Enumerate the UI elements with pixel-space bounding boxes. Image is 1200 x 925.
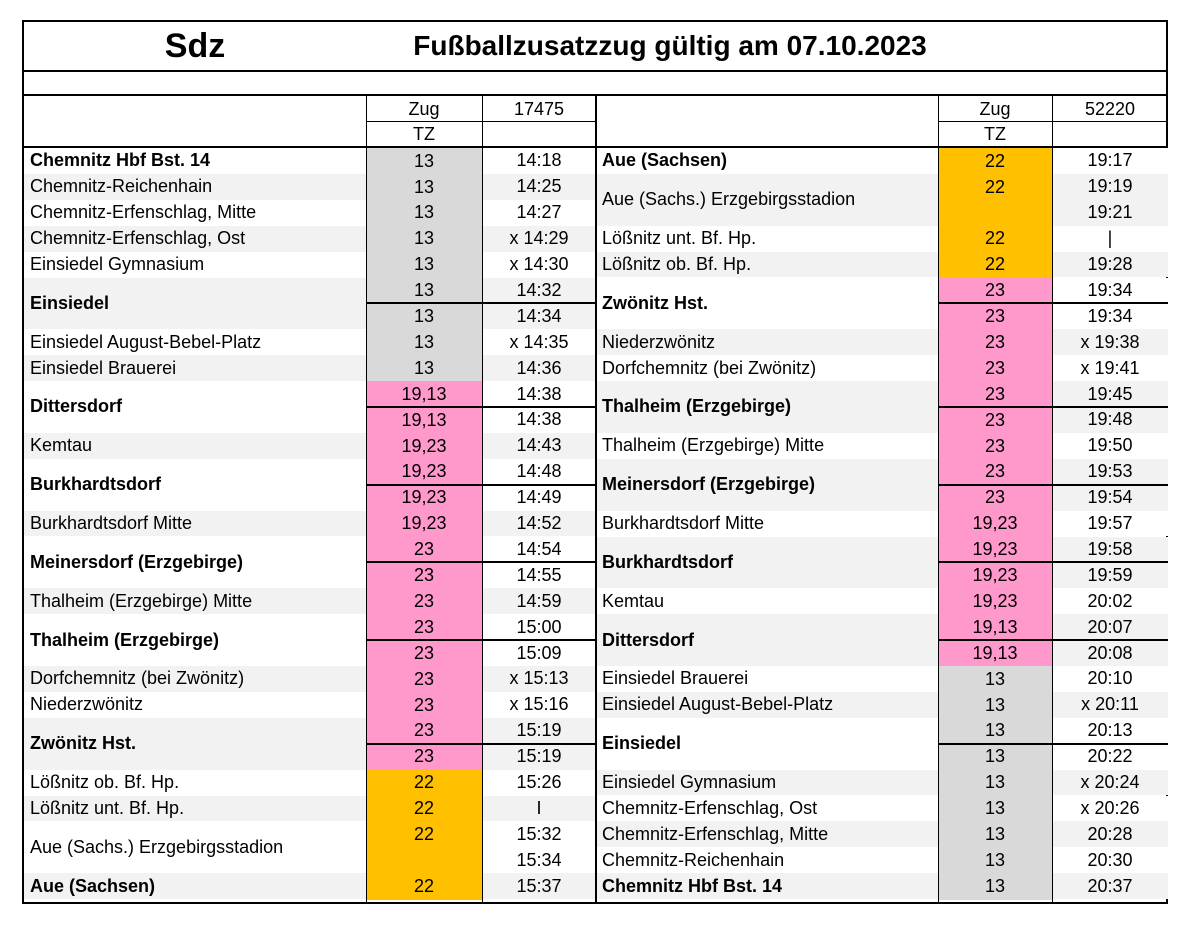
left-time-cell: 15:32 [482,821,596,847]
left-tz-cell: 23 [366,614,482,640]
right-time-cell: 20:30 [1052,847,1168,873]
left-tz-cell: 23 [366,718,482,744]
right-station-name: Zwönitz Hst. [596,278,938,330]
left-time-cell: 15:34 [482,847,596,873]
right-time-cell: x 19:38 [1052,329,1168,355]
left-tz-cell: 13 [366,174,482,200]
right-station-name: Meinersdorf (Erzgebirge) [596,459,938,511]
right-time-cell: 19:28 [1052,252,1168,278]
right-time-cell: x 20:11 [1052,692,1168,718]
right-time-cell: 19:58 [1052,537,1168,563]
left-time-cell: 14:43 [482,433,596,459]
right-time-rule [1052,96,1053,904]
right-zug-label: Zug [979,99,1011,119]
right-main-station-divider [938,484,1168,486]
right-tz-cell: 19,23 [938,562,1052,588]
left-tz-label: TZ [413,124,435,144]
right-station-name: Chemnitz-Erfenschlag, Mitte [596,821,938,847]
left-main-station-divider [366,406,596,408]
right-tz-cell: 13 [938,666,1052,692]
left-tz-cell: 19,13 [366,407,482,433]
left-time-cell: 15:37 [482,873,596,899]
right-tz-rule [938,96,939,904]
right-time-cell: 19:54 [1052,485,1168,511]
right-tz-cell: 19,23 [938,588,1052,614]
left-time-rule [482,96,483,904]
left-time-cell: 15:09 [482,640,596,666]
left-tz-cell: 13 [366,148,482,174]
left-tz-cell: 23 [366,692,482,718]
left-time-cell: 15:26 [482,770,596,796]
left-time-cell: x 14:29 [482,226,596,252]
right-station-name: Burkhardtsdorf [596,537,938,589]
left-tz-cell: 22 [366,770,482,796]
right-main-station-divider [938,639,1168,641]
left-time-cell: 15:00 [482,614,596,640]
right-station-name: Einsiedel [596,718,938,770]
right-time-cell: 19:53 [1052,459,1168,485]
left-station-name: Zwönitz Hst. [24,718,366,770]
left-time-cell: 14:32 [482,278,596,304]
right-time-cell: 19:48 [1052,407,1168,433]
left-station-name: Chemnitz-Reichenhain [24,174,366,200]
left-main-station-divider [366,302,596,304]
left-tz-cell: 23 [366,666,482,692]
right-time-cell: 19:34 [1052,303,1168,329]
right-tz-cell: 13 [938,847,1052,873]
left-tz-cell: 22 [366,873,482,899]
right-tz-cell: 13 [938,744,1052,770]
right-tz-cell: 22 [938,252,1052,278]
right-station-name: Dittersdorf [596,614,938,666]
right-station-name: Aue (Sachsen) [596,148,938,174]
left-tz-cell: 19,23 [366,511,482,537]
left-tz-cell: 13 [366,329,482,355]
right-time-cell: 20:02 [1052,588,1168,614]
left-main-station-divider [366,484,596,486]
left-station-name: Meinersdorf (Erzgebirge) [24,537,366,589]
right-time-cell: 19:45 [1052,381,1168,407]
left-station-name: Aue (Sachsen) [24,873,366,899]
right-tz-cell: 19,23 [938,511,1052,537]
right-tz-cell: 13 [938,770,1052,796]
left-tz-cell: 23 [366,640,482,666]
right-tz-cell: 19,13 [938,614,1052,640]
right-station-name: Niederzwönitz [596,329,938,355]
left-time-cell: 14:59 [482,588,596,614]
left-tz-cell: 13 [366,200,482,226]
right-main-station-divider [938,406,1168,408]
left-time-cell: 14:38 [482,407,596,433]
left-station-name: Kemtau [24,433,366,459]
left-station-name: Chemnitz-Erfenschlag, Ost [24,226,366,252]
right-tz-cell: 13 [938,873,1052,899]
right-station-name: Chemnitz Hbf Bst. 14 [596,873,938,899]
center-rule [595,96,597,904]
right-tz-cell: 22 [938,226,1052,252]
right-tz-cell: 23 [938,407,1052,433]
title-divider [22,70,1168,72]
left-time-cell: 14:38 [482,381,596,407]
right-station-name: Einsiedel August-Bebel-Platz [596,692,938,718]
right-time-cell: 19:17 [1052,148,1168,174]
left-station-name: Einsiedel Brauerei [24,355,366,381]
right-station-name: Thalheim (Erzgebirge) Mitte [596,433,938,459]
left-tz-cell: 19,23 [366,459,482,485]
right-time-cell: 20:10 [1052,666,1168,692]
right-tz-cell: 23 [938,433,1052,459]
right-station-name: Einsiedel Gymnasium [596,770,938,796]
right-tz-cell: 23 [938,278,1052,304]
right-time-cell: 19:57 [1052,511,1168,537]
left-tz-cell: 19,23 [366,485,482,511]
left-time-cell: 14:27 [482,200,596,226]
left-tz-cell: 23 [366,537,482,563]
right-tz-cell [938,200,1052,226]
right-time-cell: x 19:41 [1052,355,1168,381]
left-tz-cell: 23 [366,588,482,614]
right-main-station-divider [938,561,1168,563]
left-station-name: Einsiedel August-Bebel-Platz [24,329,366,355]
right-header-divider [938,121,1168,122]
left-tz-cell: 23 [366,562,482,588]
right-station-name: Aue (Sachs.) Erzgebirgsstadion [596,174,938,226]
left-tz-cell: 19,13 [366,381,482,407]
right-tz-cell: 13 [938,718,1052,744]
right-station-name: Kemtau [596,588,938,614]
left-tz-cell: 22 [366,821,482,847]
right-tz-cell: 19,13 [938,640,1052,666]
right-train-number: 52220 [1084,99,1136,119]
right-time-cell: 19:50 [1052,433,1168,459]
right-station-name: Dorfchemnitz (bei Zwönitz) [596,355,938,381]
right-time-cell: x 20:26 [1052,796,1168,822]
right-station-name: Thalheim (Erzgebirge) [596,381,938,433]
right-station-name: Chemnitz-Erfenschlag, Ost [596,796,938,822]
left-main-station-divider [366,743,596,745]
left-time-cell: 15:19 [482,744,596,770]
left-time-cell: 14:18 [482,148,596,174]
left-tz-cell: 19,23 [366,433,482,459]
left-station-name: Chemnitz Hbf Bst. 14 [24,148,366,174]
right-station-name: Lößnitz unt. Bf. Hp. [596,226,938,252]
right-station-name: Chemnitz-Reichenhain [596,847,938,873]
left-header-divider [366,121,596,122]
right-time-cell: 19:19 [1052,174,1168,200]
left-time-cell: 15:19 [482,718,596,744]
train-category-code: Sdz [164,27,226,65]
left-main-station-divider [366,639,596,641]
left-time-cell: x 14:30 [482,252,596,278]
left-station-name: Burkhardtsdorf Mitte [24,511,366,537]
left-tz-cell [366,847,482,873]
right-tz-cell: 13 [938,821,1052,847]
right-time-cell: 19:21 [1052,200,1168,226]
left-time-cell: x 15:13 [482,666,596,692]
page-title: Fußballzusatzzug gültig am 07.10.2023 [413,30,927,61]
left-station-name: Thalheim (Erzgebirge) Mitte [24,588,366,614]
left-time-cell: 14:34 [482,303,596,329]
left-tz-cell: 13 [366,278,482,304]
right-tz-cell: 23 [938,459,1052,485]
right-station-name: Einsiedel Brauerei [596,666,938,692]
right-main-station-divider [938,743,1168,745]
right-tz-cell: 23 [938,381,1052,407]
left-time-cell: x 15:16 [482,692,596,718]
left-station-name: Lößnitz ob. Bf. Hp. [24,770,366,796]
right-time-cell: 20:37 [1052,873,1168,899]
left-station-name: Chemnitz-Erfenschlag, Mitte [24,200,366,226]
right-tz-cell: 22 [938,174,1052,200]
left-time-cell: 14:25 [482,174,596,200]
left-station-name: Lößnitz unt. Bf. Hp. [24,796,366,822]
right-tz-cell: 23 [938,329,1052,355]
right-time-cell: 20:13 [1052,718,1168,744]
right-time-cell: 20:07 [1052,614,1168,640]
left-tz-cell: 13 [366,226,482,252]
left-tz-cell: 13 [366,303,482,329]
left-time-cell: 14:48 [482,459,596,485]
left-time-cell: 14:55 [482,562,596,588]
left-station-name: Einsiedel Gymnasium [24,252,366,278]
left-station-name: Niederzwönitz [24,692,366,718]
right-station-name: Burkhardtsdorf Mitte [596,511,938,537]
right-tz-cell: 19,23 [938,537,1052,563]
right-time-cell: x 20:24 [1052,770,1168,796]
left-time-cell: 14:52 [482,511,596,537]
right-tz-label: TZ [984,124,1006,144]
right-time-cell: 20:22 [1052,744,1168,770]
left-station-name: Burkhardtsdorf [24,459,366,511]
left-station-name: Einsiedel [24,278,366,330]
right-tz-cell: 13 [938,796,1052,822]
left-tz-cell: 13 [366,355,482,381]
left-time-cell: 14:49 [482,485,596,511]
left-station-name: Thalheim (Erzgebirge) [24,614,366,666]
right-time-cell: 20:28 [1052,821,1168,847]
right-tz-cell: 23 [938,355,1052,381]
left-time-cell: 14:54 [482,537,596,563]
left-train-number: 17475 [513,99,565,119]
right-tz-cell: 23 [938,303,1052,329]
left-station-name: Dorfchemnitz (bei Zwönitz) [24,666,366,692]
left-time-cell: 14:36 [482,355,596,381]
right-time-cell: 20:08 [1052,640,1168,666]
right-tz-cell: 23 [938,485,1052,511]
right-time-cell: 19:34 [1052,278,1168,304]
left-time-cell: x 14:35 [482,329,596,355]
left-tz-rule [366,96,367,904]
left-station-name: Dittersdorf [24,381,366,433]
left-station-name: Aue (Sachs.) Erzgebirgsstadion [24,821,366,873]
left-tz-cell: 13 [366,252,482,278]
left-tz-cell: 23 [366,744,482,770]
left-main-station-divider [366,561,596,563]
left-tz-cell: 22 [366,796,482,822]
right-tz-cell: 13 [938,692,1052,718]
right-main-station-divider [938,302,1168,304]
right-time-cell: | [1052,226,1168,252]
right-station-name: Lößnitz ob. Bf. Hp. [596,252,938,278]
right-tz-cell: 22 [938,148,1052,174]
left-time-cell: I [482,796,596,822]
right-time-cell: 19:59 [1052,562,1168,588]
left-zug-label: Zug [408,99,440,119]
